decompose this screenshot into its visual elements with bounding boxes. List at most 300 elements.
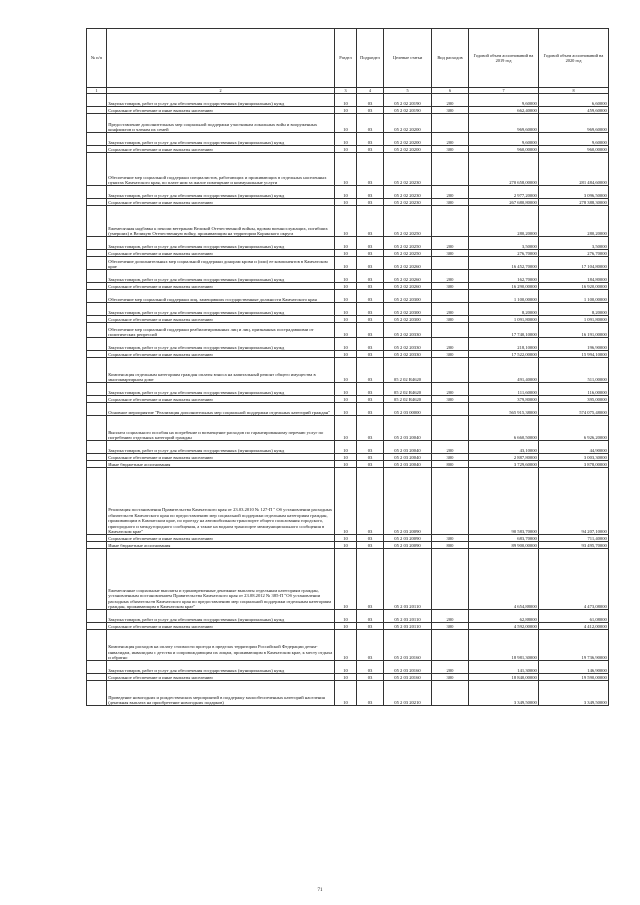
table-row — [87, 396, 609, 403]
header-2020: Годовой объем ассигнований на 2020 год — [539, 29, 609, 88]
row-name-cell: Предоставление дополнительных мер социальной поддержки участникам локальных войн и вооруженных конфликтов и членам их семей — [107, 114, 335, 133]
row-vr-cell: 200 — [432, 133, 469, 146]
row-name-cell: Обеспечение мер социальной поддержки лиц, замещавших государственные должности Камчатского края — [107, 290, 335, 303]
row-vr-cell: 200 — [432, 303, 469, 316]
row-vr-cell: 200 — [432, 186, 469, 199]
row-razdel-cell: 10 — [335, 114, 357, 133]
row-csr-cell: 05 2 03 20040 — [384, 461, 432, 468]
row-podrazdel-cell: 03 — [357, 441, 384, 454]
row-2019-cell: 491,40000 — [469, 358, 539, 383]
row-podrazdel-cell: 03 — [357, 133, 384, 146]
row-podrazdel-cell: 03 — [357, 257, 384, 270]
row-vr-cell: 300 — [432, 107, 469, 114]
row-name-cell: Закупка товаров, работ и услуг для обеспечения государственных (муниципальных) нужд — [107, 133, 335, 146]
table-row — [87, 674, 609, 681]
index-cell: 6 — [432, 88, 469, 94]
row-podrazdel-cell: 03 — [357, 316, 384, 323]
row-podrazdel-cell: 03 — [357, 338, 384, 351]
row-2019-cell: 111,60000 — [469, 383, 539, 396]
index-cell: 3 — [335, 88, 357, 94]
row-name-cell: Закупка товаров, работ и услуг для обеспечения государственных (муниципальных) нужд — [107, 383, 335, 396]
table-row — [87, 270, 609, 283]
row-csr-cell: 05 2 02 20230 — [384, 186, 432, 199]
table-row — [87, 416, 609, 441]
row-2020-cell: 44,90000 — [539, 441, 609, 454]
index-cell: 8 — [539, 88, 609, 94]
row-2020-cell: 276,70000 — [539, 250, 609, 257]
row-name-cell: Социальное обеспечение и иные выплаты населению — [107, 535, 335, 542]
table-row — [87, 257, 609, 270]
row-podrazdel-cell: 03 — [357, 396, 384, 403]
row-2020-cell: 511,00000 — [539, 358, 609, 383]
row-vr-cell: 200 — [432, 338, 469, 351]
row-2019-cell: 1 100,00000 — [469, 290, 539, 303]
row-2019-cell: 2 887,80000 — [469, 454, 539, 461]
table-row — [87, 468, 609, 535]
row-csr-cell: 05 2 02 20200 — [384, 146, 432, 153]
row-2020-cell: 19 590,00000 — [539, 674, 609, 681]
row-vr-cell: 200 — [432, 610, 469, 623]
row-podrazdel-cell: 03 — [357, 661, 384, 674]
row-razdel-cell: 10 — [335, 454, 357, 461]
row-csr-cell: 05 2 03 20040 — [384, 416, 432, 441]
row-csr-cell: 05 2 02 20300 — [384, 316, 432, 323]
row-2020-cell: 4 412,00000 — [539, 623, 609, 630]
row-razdel-cell: 10 — [335, 206, 357, 237]
row-2020-cell: 93 495,70000 — [539, 542, 609, 549]
row-num-cell — [87, 461, 107, 468]
row-vr-cell — [432, 549, 469, 610]
row-csr-cell: 05 2 03 20160 — [384, 661, 432, 674]
row-num-cell — [87, 114, 107, 133]
row-name-cell: Социальное обеспечение и иные выплаты населению — [107, 396, 335, 403]
row-2020-cell: 146,90000 — [539, 661, 609, 674]
row-razdel-cell: 10 — [335, 133, 357, 146]
row-name-cell: Социальное обеспечение и иные выплаты населению — [107, 316, 335, 323]
row-2020-cell: 6,60000 — [539, 94, 609, 107]
row-razdel-cell: 10 — [335, 542, 357, 549]
row-2020-cell: 3 096,50000 — [539, 186, 609, 199]
row-num-cell — [87, 674, 107, 681]
budget-table-sheet — [86, 28, 608, 706]
row-vr-cell — [432, 257, 469, 270]
row-num-cell — [87, 454, 107, 461]
row-2020-cell: 1 091,80000 — [539, 316, 609, 323]
table-row — [87, 403, 609, 416]
row-podrazdel-cell: 03 — [357, 623, 384, 630]
row-razdel-cell: 10 — [335, 549, 357, 610]
row-num-cell — [87, 383, 107, 396]
table-row — [87, 338, 609, 351]
row-csr-cell: 05 2 02 20330 — [384, 338, 432, 351]
row-name-cell: Социальное обеспечение и иные выплаты населению — [107, 250, 335, 257]
row-podrazdel-cell: 03 — [357, 206, 384, 237]
row-vr-cell: 300 — [432, 250, 469, 257]
row-csr-cell: 05 2 02 20330 — [384, 351, 432, 358]
row-csr-cell: 05 2 02 20260 — [384, 283, 432, 290]
row-razdel-cell: 10 — [335, 303, 357, 316]
index-cell: 1 — [87, 88, 107, 94]
row-podrazdel-cell: 03 — [357, 351, 384, 358]
row-podrazdel-cell: 03 — [357, 454, 384, 461]
row-2019-cell: 2 977,20000 — [469, 186, 539, 199]
row-name-cell: Ежемесячная надбавка к пенсии ветеранам Великой Отечественной войны, вдовам военнослужащих, погибших (умерших) в Великую Отечественную войну, проживающим на территории Корякского округа — [107, 206, 335, 237]
row-num-cell — [87, 206, 107, 237]
row-2020-cell: 3,50000 — [539, 237, 609, 250]
row-razdel-cell: 10 — [335, 661, 357, 674]
row-razdel-cell: 10 — [335, 623, 357, 630]
row-podrazdel-cell: 03 — [357, 153, 384, 186]
row-vr-cell: 300 — [432, 623, 469, 630]
row-podrazdel-cell: 03 — [357, 630, 384, 661]
table-row — [87, 107, 609, 114]
row-csr-cell: 05 2 03 20160 — [384, 674, 432, 681]
row-podrazdel-cell: 03 — [357, 542, 384, 549]
row-name-cell: Закупка товаров, работ и услуг для обеспечения государственных (муниципальных) нужд — [107, 610, 335, 623]
row-vr-cell: 300 — [432, 351, 469, 358]
row-2019-cell: 270 658,00000 — [469, 153, 539, 186]
row-2020-cell: 574 075,48000 — [539, 403, 609, 416]
row-2020-cell: 278 388,30000 — [539, 199, 609, 206]
row-csr-cell: 05 2 02 R4620 — [384, 383, 432, 396]
row-vr-cell — [432, 323, 469, 338]
row-2019-cell: 683,70000 — [469, 535, 539, 542]
row-2019-cell: 162,70000 — [469, 270, 539, 283]
row-csr-cell: 05 2 02 20200 — [384, 114, 432, 133]
row-name-cell: Закупка товаров, работ и услуг для обеспечения государственных (муниципальных) нужд — [107, 441, 335, 454]
row-2019-cell: 280,20000 — [469, 206, 539, 237]
row-vr-cell: 300 — [432, 454, 469, 461]
row-name-cell: Компенсация расходов на оплату стоимости проезда в пределах территории Российской Федерации детям-инвалидам, инвалидам с детства и сопровождающим их лицам, проживающим в Камчатском крае, к месту отдыха и обратно — [107, 630, 335, 661]
row-razdel-cell: 10 — [335, 383, 357, 396]
table-row — [87, 146, 609, 153]
row-2020-cell: 395,00000 — [539, 396, 609, 403]
row-name-cell: Социальное обеспечение и иные выплаты населению — [107, 674, 335, 681]
row-podrazdel-cell: 03 — [357, 107, 384, 114]
row-vr-cell — [432, 468, 469, 535]
row-razdel-cell: 10 — [335, 610, 357, 623]
row-podrazdel-cell: 03 — [357, 549, 384, 610]
table-row — [87, 661, 609, 674]
row-vr-cell: 300 — [432, 674, 469, 681]
row-vr-cell — [432, 681, 469, 706]
table-row — [87, 283, 609, 290]
row-razdel-cell: 10 — [335, 358, 357, 383]
table-row — [87, 199, 609, 206]
row-vr-cell — [432, 358, 469, 383]
row-razdel-cell: 10 — [335, 107, 357, 114]
header-row — [87, 29, 609, 88]
row-vr-cell — [432, 403, 469, 416]
row-vr-cell: 300 — [432, 535, 469, 542]
header-name — [107, 29, 335, 88]
table-row — [87, 351, 609, 358]
row-name-cell: Социальное обеспечение и иные выплаты населению — [107, 351, 335, 358]
row-name-cell: Основное мероприятие "Реализация дополнительных мер социальной поддержки отдельных категорий граждан" — [107, 403, 335, 416]
table-row — [87, 114, 609, 133]
row-vr-cell — [432, 114, 469, 133]
row-num-cell — [87, 441, 107, 454]
table-row — [87, 206, 609, 237]
row-2020-cell: 196,90000 — [539, 338, 609, 351]
row-razdel-cell: 10 — [335, 630, 357, 661]
row-name-cell: Закупка товаров, работ и услуг для обеспечения государственных (муниципальных) нужд — [107, 270, 335, 283]
row-vr-cell — [432, 206, 469, 237]
row-podrazdel-cell: 03 — [357, 383, 384, 396]
row-name-cell: Социальное обеспечение и иные выплаты населению — [107, 283, 335, 290]
table-row — [87, 94, 609, 107]
table-row — [87, 383, 609, 396]
row-csr-cell: 05 2 02 20190 — [384, 94, 432, 107]
row-2020-cell: 16 920,00000 — [539, 283, 609, 290]
row-2020-cell: 459,60000 — [539, 107, 609, 114]
row-2019-cell: 8,20000 — [469, 303, 539, 316]
index-cell: 5 — [384, 88, 432, 94]
row-2019-cell: 6 660,50000 — [469, 416, 539, 441]
row-2019-cell: 16 452,70000 — [469, 257, 539, 270]
row-2019-cell: 1 091,80000 — [469, 316, 539, 323]
row-podrazdel-cell: 03 — [357, 610, 384, 623]
row-2020-cell: 9,60000 — [539, 133, 609, 146]
budget-table — [86, 28, 609, 706]
row-2019-cell: 90 583,70000 — [469, 468, 539, 535]
row-csr-cell: 05 2 03 20110 — [384, 623, 432, 630]
row-csr-cell: 05 2 02 20230 — [384, 153, 432, 186]
row-vr-cell — [432, 290, 469, 303]
row-csr-cell: 05 2 03 00000 — [384, 403, 432, 416]
row-name-cell: Социальное обеспечение и иные выплаты населению — [107, 107, 335, 114]
row-razdel-cell: 10 — [335, 199, 357, 206]
row-podrazdel-cell: 03 — [357, 681, 384, 706]
row-name-cell: Иные бюджетные ассигнования — [107, 461, 335, 468]
table-row — [87, 186, 609, 199]
row-num-cell — [87, 358, 107, 383]
row-vr-cell: 300 — [432, 199, 469, 206]
row-razdel-cell: 10 — [335, 283, 357, 290]
row-vr-cell — [432, 416, 469, 441]
row-csr-cell: 05 2 03 20090 — [384, 535, 432, 542]
row-2019-cell: 960,00000 — [469, 146, 539, 153]
header-2019: Годовой объем ассигнований на 2019 год — [469, 29, 539, 88]
row-razdel-cell: 10 — [335, 290, 357, 303]
row-2019-cell: 141,30000 — [469, 661, 539, 674]
row-num-cell — [87, 186, 107, 199]
row-2019-cell: 4 592,00000 — [469, 623, 539, 630]
row-num-cell — [87, 610, 107, 623]
row-name-cell: Закупка товаров, работ и услуг для обеспечения государственных (муниципальных) нужд — [107, 661, 335, 674]
row-name-cell: Проведение новогодних и рождественских мероприятий в поддержку малообеспеченных категорий населения (денежная выплата на приобретение новогодних подарков) — [107, 681, 335, 706]
row-vr-cell — [432, 630, 469, 661]
row-2019-cell: 62,88000 — [469, 610, 539, 623]
row-num-cell — [87, 549, 107, 610]
row-podrazdel-cell: 03 — [357, 199, 384, 206]
row-podrazdel-cell: 03 — [357, 270, 384, 283]
row-2019-cell: 9,60000 — [469, 133, 539, 146]
row-num-cell — [87, 316, 107, 323]
header-vr: Вид расходов — [432, 29, 469, 88]
row-podrazdel-cell: 03 — [357, 403, 384, 416]
row-razdel-cell: 10 — [335, 396, 357, 403]
row-podrazdel-cell: 03 — [357, 468, 384, 535]
row-razdel-cell: 10 — [335, 441, 357, 454]
row-vr-cell: 200 — [432, 94, 469, 107]
header-csr: Целевые статьи — [384, 29, 432, 88]
row-2019-cell: 89 900,00000 — [469, 542, 539, 549]
row-podrazdel-cell: 03 — [357, 94, 384, 107]
row-podrazdel-cell: 03 — [357, 146, 384, 153]
row-name-cell: Реализация постановления Правительства Камчатского края от 23.03.2010 № 127-П " Об установлении расходных обязательств Камчатского края по предоставлению мер социальной поддержки отдельным категориям граждан, проживающим в Камчатском крае, по проезду на автомобильном транспорте общего пользования городского, пригородного и междугородного сообщения, а также на водном транспорте межмуниципального сообщения в Камчатском крае" — [107, 468, 335, 535]
index-cell: 2 — [107, 88, 335, 94]
table-row — [87, 153, 609, 186]
table-row — [87, 549, 609, 610]
row-vr-cell: 200 — [432, 270, 469, 283]
row-vr-cell — [432, 153, 469, 186]
index-cell: 7 — [469, 88, 539, 94]
row-name-cell: Обеспечение дополнительных мер социальной поддержки донорам крови и (или) ее компонентов в Камчатском крае — [107, 257, 335, 270]
row-csr-cell: 05 2 03 20160 — [384, 630, 432, 661]
table-row — [87, 250, 609, 257]
row-csr-cell: 05 2 02 20250 — [384, 250, 432, 257]
row-csr-cell: 05 2 02 20250 — [384, 237, 432, 250]
row-podrazdel-cell: 03 — [357, 290, 384, 303]
row-razdel-cell: 10 — [335, 257, 357, 270]
row-csr-cell: 05 2 03 20090 — [384, 542, 432, 549]
row-podrazdel-cell: 03 — [357, 303, 384, 316]
row-podrazdel-cell: 03 — [357, 461, 384, 468]
row-csr-cell: 05 2 02 20300 — [384, 303, 432, 316]
row-csr-cell: 05 2 02 20250 — [384, 206, 432, 237]
row-2020-cell: 3 003,30000 — [539, 454, 609, 461]
header-podrazdel: Подраздел — [357, 29, 384, 88]
row-name-cell: Обеспечение мер социальной поддержки специалистов, работающих и проживающих в отдельных населенных пунктах Камчатского края, по плате ним за жилое помещение и коммунальные услуги — [107, 153, 335, 186]
row-name-cell: Закупка товаров, работ и услуг для обеспечения государственных (муниципальных) нужд — [107, 338, 335, 351]
row-csr-cell: 05 2 03 20090 — [384, 468, 432, 535]
row-2019-cell: 18 981,30000 — [469, 630, 539, 661]
table-row — [87, 323, 609, 338]
row-2020-cell: 969,60000 — [539, 114, 609, 133]
row-razdel-cell: 10 — [335, 270, 357, 283]
row-2020-cell: 16 191,00000 — [539, 323, 609, 338]
row-2020-cell: 15 994,10000 — [539, 351, 609, 358]
row-2019-cell: 969,60000 — [469, 114, 539, 133]
row-num-cell — [87, 661, 107, 674]
row-2020-cell: 960,00000 — [539, 146, 609, 153]
row-2020-cell: 8,20000 — [539, 303, 609, 316]
row-vr-cell: 300 — [432, 316, 469, 323]
row-num-cell — [87, 237, 107, 250]
row-2019-cell: 276,70000 — [469, 250, 539, 257]
row-2019-cell: 16 290,00000 — [469, 283, 539, 290]
table-row — [87, 316, 609, 323]
row-num-cell — [87, 290, 107, 303]
row-2019-cell: 17 740,10000 — [469, 323, 539, 338]
row-csr-cell: 05 2 03 20040 — [384, 441, 432, 454]
row-csr-cell: 05 2 02 20260 — [384, 270, 432, 283]
row-num-cell — [87, 416, 107, 441]
row-2019-cell: 18 840,00000 — [469, 674, 539, 681]
table-row — [87, 290, 609, 303]
row-csr-cell: 05 2 02 R4620 — [384, 358, 432, 383]
row-2020-cell: 3 349,50000 — [539, 681, 609, 706]
row-2019-cell: 218,10000 — [469, 338, 539, 351]
row-2020-cell: 281 484,60000 — [539, 153, 609, 186]
row-num-cell — [87, 338, 107, 351]
row-csr-cell: 05 2 02 20230 — [384, 199, 432, 206]
row-podrazdel-cell: 03 — [357, 358, 384, 383]
row-podrazdel-cell: 03 — [357, 416, 384, 441]
row-2019-cell: 3 349,50000 — [469, 681, 539, 706]
row-num-cell — [87, 403, 107, 416]
row-razdel-cell: 10 — [335, 146, 357, 153]
row-num-cell — [87, 107, 107, 114]
row-2019-cell: 3 729,60000 — [469, 461, 539, 468]
row-2020-cell: 280,20000 — [539, 206, 609, 237]
table-row — [87, 461, 609, 468]
row-name-cell: Закупка товаров, работ и услуг для обеспечения государственных (муниципальных) нужд — [107, 186, 335, 199]
row-2019-cell: 3,50000 — [469, 237, 539, 250]
row-num-cell — [87, 133, 107, 146]
row-num-cell — [87, 323, 107, 338]
row-razdel-cell: 10 — [335, 535, 357, 542]
row-num-cell — [87, 146, 107, 153]
row-vr-cell: 300 — [432, 283, 469, 290]
row-name-cell: Обеспечение мер социальной поддержки реабилитированных лиц и лиц, признанных пострадавшими от политических репрессий — [107, 323, 335, 338]
table-row — [87, 630, 609, 661]
row-2019-cell: 379,80000 — [469, 396, 539, 403]
row-num-cell — [87, 468, 107, 535]
table-row — [87, 133, 609, 146]
table-row — [87, 441, 609, 454]
row-razdel-cell: 10 — [335, 323, 357, 338]
row-razdel-cell: 10 — [335, 461, 357, 468]
row-razdel-cell: 10 — [335, 186, 357, 199]
row-vr-cell: 800 — [432, 542, 469, 549]
row-vr-cell: 800 — [432, 461, 469, 468]
row-2019-cell: 17 522,00000 — [469, 351, 539, 358]
row-vr-cell: 200 — [432, 237, 469, 250]
row-name-cell: Закупка товаров, работ и услуг для обеспечения государственных (муниципальных) нужд — [107, 303, 335, 316]
row-razdel-cell: 10 — [335, 351, 357, 358]
row-csr-cell: 05 2 03 20040 — [384, 454, 432, 461]
row-2020-cell: 61,08000 — [539, 610, 609, 623]
row-name-cell: Выплата социального пособия на погребение и возмещение расходов по гарантированному перечню услуг по погребению отдельных категорий граждан — [107, 416, 335, 441]
table-body — [87, 94, 609, 706]
table-row — [87, 303, 609, 316]
row-razdel-cell: 10 — [335, 237, 357, 250]
table-row — [87, 358, 609, 383]
row-razdel-cell: 10 — [335, 416, 357, 441]
row-csr-cell: 05 2 02 20300 — [384, 290, 432, 303]
row-num-cell — [87, 283, 107, 290]
row-num-cell — [87, 630, 107, 661]
row-podrazdel-cell: 03 — [357, 323, 384, 338]
row-2020-cell: 3 878,00000 — [539, 461, 609, 468]
row-2020-cell: 6 926,20000 — [539, 416, 609, 441]
row-razdel-cell: 10 — [335, 250, 357, 257]
row-2019-cell: 565 915,38000 — [469, 403, 539, 416]
row-2019-cell: 43,10000 — [469, 441, 539, 454]
row-num-cell — [87, 270, 107, 283]
row-2020-cell: 17 104,80000 — [539, 257, 609, 270]
row-csr-cell: 05 2 03 20210 — [384, 681, 432, 706]
row-name-cell: Компенсация отдельным категориям граждан оплаты взноса на капитальный ремонт общего имущества в многоквартирном доме — [107, 358, 335, 383]
row-podrazdel-cell: 03 — [357, 283, 384, 290]
row-num-cell — [87, 199, 107, 206]
row-2020-cell: 184,80000 — [539, 270, 609, 283]
row-podrazdel-cell: 03 — [357, 237, 384, 250]
row-2019-cell: 9,60000 — [469, 94, 539, 107]
row-csr-cell: 05 2 02 20200 — [384, 133, 432, 146]
